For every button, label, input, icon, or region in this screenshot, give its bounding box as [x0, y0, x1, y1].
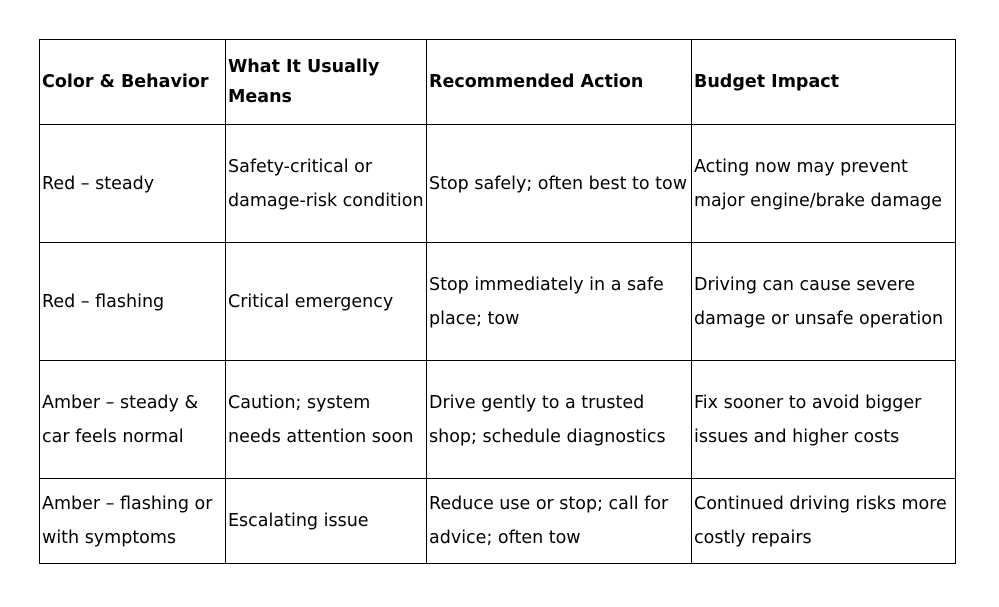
cell-budget: Acting now may prevent major engine/brake damage — [692, 125, 956, 243]
cell-meaning: Critical emergency — [226, 243, 427, 361]
cell-color-behavior: Red – steady — [40, 125, 226, 243]
header-action: Recommended Action — [427, 40, 692, 125]
header-budget: Budget Impact — [692, 40, 956, 125]
cell-color-behavior: Red – flashing — [40, 243, 226, 361]
cell-budget: Driving can cause severe damage or unsafe operation — [692, 243, 956, 361]
table-row — [40, 361, 956, 479]
header-color-behavior: Color & Behavior — [40, 40, 226, 125]
cell-action: Stop immediately in a safe place; tow — [427, 243, 692, 361]
cell-budget: Continued driving risks more costly repairs — [692, 479, 956, 564]
cell-meaning: Caution; system needs attention soon — [226, 361, 427, 479]
table-row — [40, 479, 956, 564]
warning-light-table — [39, 39, 956, 564]
table-header-row — [40, 40, 956, 125]
table-row — [40, 243, 956, 361]
table-row — [40, 125, 956, 243]
cell-color-behavior: Amber – flashing or with symptoms — [40, 479, 226, 564]
cell-action: Stop safely; often best to tow — [427, 125, 692, 243]
cell-meaning: Safety-critical or damage-risk condition — [226, 125, 427, 243]
cell-action: Reduce use or stop; call for advice; often tow — [427, 479, 692, 564]
header-meaning: What It Usually Means — [226, 40, 427, 125]
cell-color-behavior: Amber – steady & car feels normal — [40, 361, 226, 479]
cell-budget: Fix sooner to avoid bigger issues and higher costs — [692, 361, 956, 479]
cell-action: Drive gently to a trusted shop; schedule diagnostics — [427, 361, 692, 479]
cell-meaning: Escalating issue — [226, 479, 427, 564]
